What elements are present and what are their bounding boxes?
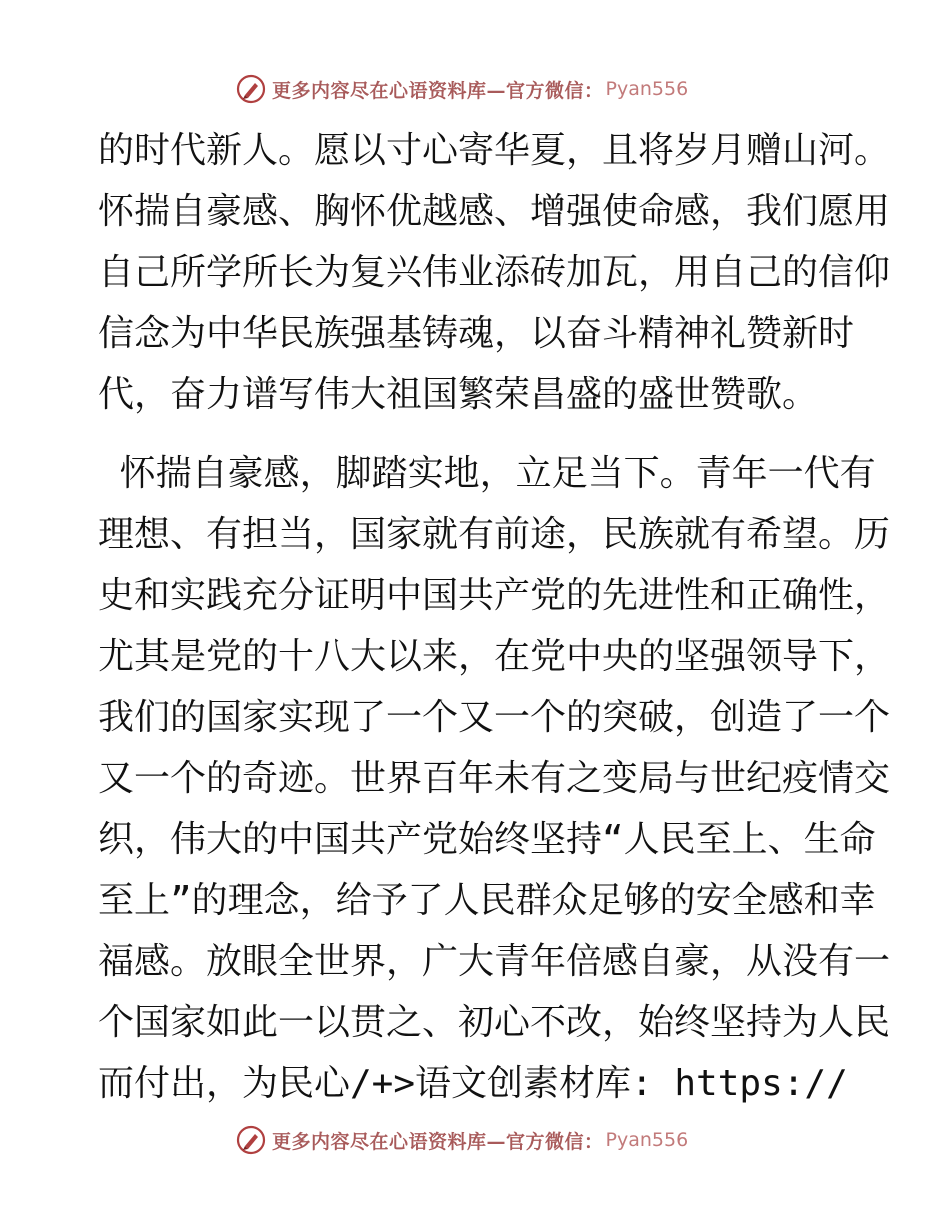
text-line: 个国家如此一以贯之、初心不改，始终坚持为人民 xyxy=(98,1002,891,1043)
text-line: 我们的国家实现了一个又一个的突破，创造了一个 xyxy=(98,697,891,738)
header-watermark xyxy=(236,72,688,106)
document-body xyxy=(98,120,891,1114)
watermark-text: 更多内容尽在心语资料库—官方微信： xyxy=(272,1130,604,1153)
text-line: 信念为中华民族强基铸魂，以奋斗精神礼赞新时 xyxy=(98,313,855,354)
text-line: 又一个的奇迹。世界百年未有之变局与世纪疫情交 xyxy=(98,758,891,799)
text-line: 福感。放眼全世界，广大青年倍感自豪，从没有一 xyxy=(98,941,891,982)
text-line: 至上”的理念，给予了人民群众足够的安全感和幸 xyxy=(98,880,876,921)
text-line: 理想、有担当，国家就有前途，民族就有希望。历 xyxy=(98,514,891,555)
watermark-handle: Pyan556 xyxy=(605,78,689,100)
text-line: 尤其是党的十八大以来，在党中央的坚强领导下， xyxy=(98,636,891,677)
watermark-text: 更多内容尽在心语资料库—官方微信： xyxy=(272,79,604,102)
paragraph-gap xyxy=(98,425,858,443)
text-line: 怀揣自豪感，脚踏实地，立足当下。青年一代有 xyxy=(98,453,876,494)
footer-watermark xyxy=(236,1123,688,1157)
paragraph-2 xyxy=(98,443,891,1114)
text-line: 的时代新人。愿以寸心寄华夏，且将岁月赠山河。 xyxy=(98,130,891,171)
text-line: 史和实践充分证明中国共产党的先进性和正确性， xyxy=(98,575,891,616)
watermark-handle: Pyan556 xyxy=(605,1129,689,1151)
paragraph-1 xyxy=(98,120,891,425)
text-line: 自己所学所长为复兴伟业添砖加瓦，用自己的信仰 xyxy=(98,252,891,293)
text-line: 代，奋力谱写伟大祖国繁荣昌盛的盛世赞歌。 xyxy=(98,374,819,415)
text-line: 织，伟大的中国共产党始终坚持“人民至上、生命 xyxy=(98,819,876,860)
fountain-pen-logo-icon xyxy=(236,1125,266,1155)
text-line: 怀揣自豪感、胸怀优越感、增强使命感，我们愿用 xyxy=(98,191,891,232)
text-line: 而付出，为民心/+>语文创素材库: https:// xyxy=(98,1063,848,1104)
fountain-pen-logo-icon xyxy=(236,74,266,104)
